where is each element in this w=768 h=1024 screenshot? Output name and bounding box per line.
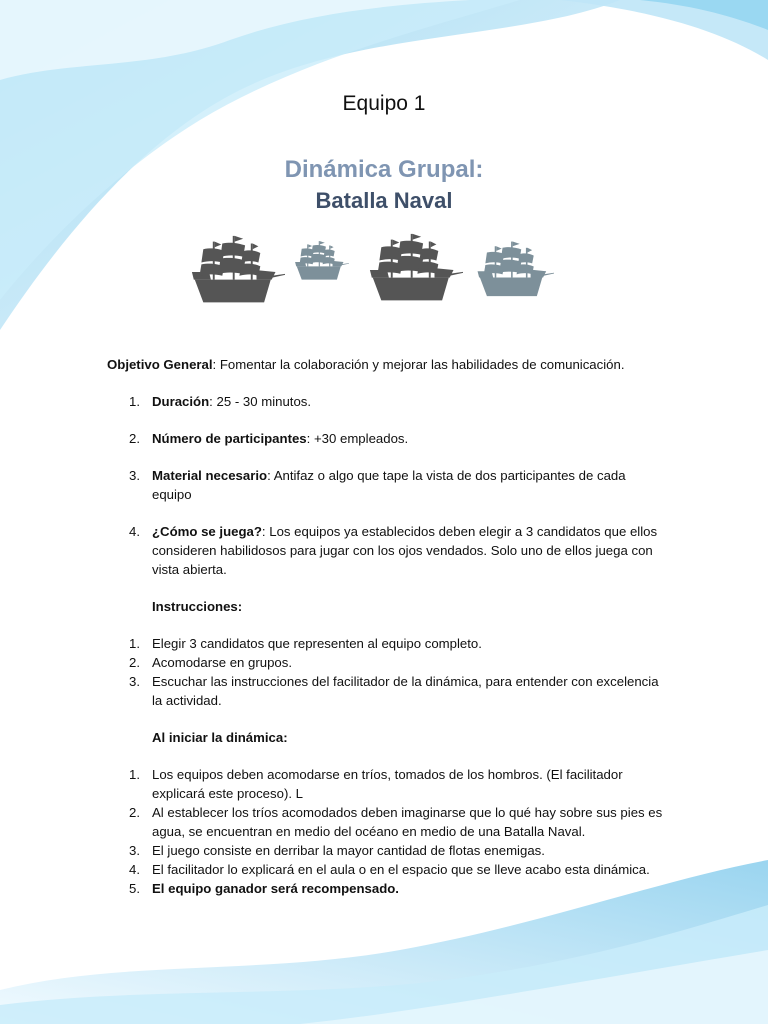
list-number: 1. [129,394,140,409]
list-number: 2. [129,655,140,670]
list-number: 3. [129,468,140,483]
item-text: : 25 - 30 minutos. [209,394,312,409]
ship-icon-4 [478,242,554,297]
list-number: 3. [129,674,140,689]
ships-illustration [190,228,560,310]
item-label: Duración [152,394,210,409]
document-body [107,355,667,898]
list-item [107,860,667,879]
step-text: Escuchar las instrucciones del facilitador de la dinámica, para entender con excelencia la actividad. [152,674,659,708]
list-item [107,765,667,803]
ship-icon-3 [370,234,463,301]
list-item [107,672,667,710]
list-item [107,392,667,411]
step-text: Acomodarse en grupos. [152,655,293,670]
ship-icon-1 [192,236,285,303]
list-item [107,522,667,579]
list-item [107,429,667,448]
list-number: 4. [129,524,140,539]
start-heading: Al iniciar la dinámica: [152,730,288,745]
list-number: 3. [129,843,140,858]
step-text: Los equipos deben acomodarse en tríos, tomados de los hombros. (El facilitador explicará este proceso). L [152,767,623,801]
item-text: : Antifaz o algo que tape la vista de dos participantes de cada equipo [152,468,626,502]
list-item [107,653,667,672]
objective-label: Objetivo General [107,357,213,372]
list-number: 5. [129,881,140,896]
list-item [107,803,667,841]
step-text: Elegir 3 candidatos que representen al equipo completo. [152,636,482,651]
item-label: Número de participantes [152,431,307,446]
item-text: : +30 empleados. [306,431,409,446]
step-text: Al establecer los tríos acomodados deben imaginarse que lo qué hay sobre sus pies es agua, se encuentran en medio del océano en medio de una Batalla Naval. [152,805,663,839]
list-item [107,466,667,504]
list-item [107,841,667,860]
step-text: El equipo ganador será recompensado. [152,881,399,896]
item-label: ¿Cómo se juega? [152,524,262,539]
ship-icon-2 [295,241,349,280]
list-number: 2. [129,431,140,446]
list-number: 4. [129,862,140,877]
list-number: 1. [129,636,140,651]
step-text: El facilitador lo explicará en el aula o en el espacio que se lleve acabo esta dinámica. [152,862,650,877]
list-number: 2. [129,805,140,820]
team-heading: Equipo 1 [342,92,426,115]
objective-paragraph [107,355,667,374]
list-item [107,879,667,898]
title-line-1: Dinámica Grupal: [284,156,484,183]
item-label: Material necesario [152,468,268,483]
list-number: 1. [129,767,140,782]
step-text: El juego consiste en derribar la mayor cantidad de flotas enemigas. [152,843,545,858]
instructions-heading: Instrucciones: [152,599,243,614]
item-text: : Los equipos ya establecidos deben elegir a 3 candidatos que ellos consideren habilidosos para jugar con los ojos vendados. Solo uno de ellos juega con vista abierta. [152,524,658,577]
list-item [107,634,667,653]
title-line-2: Batalla Naval [315,188,453,213]
objective-text: : Fomentar la colaboración y mejorar las habilidades de comunicación. [212,357,625,372]
